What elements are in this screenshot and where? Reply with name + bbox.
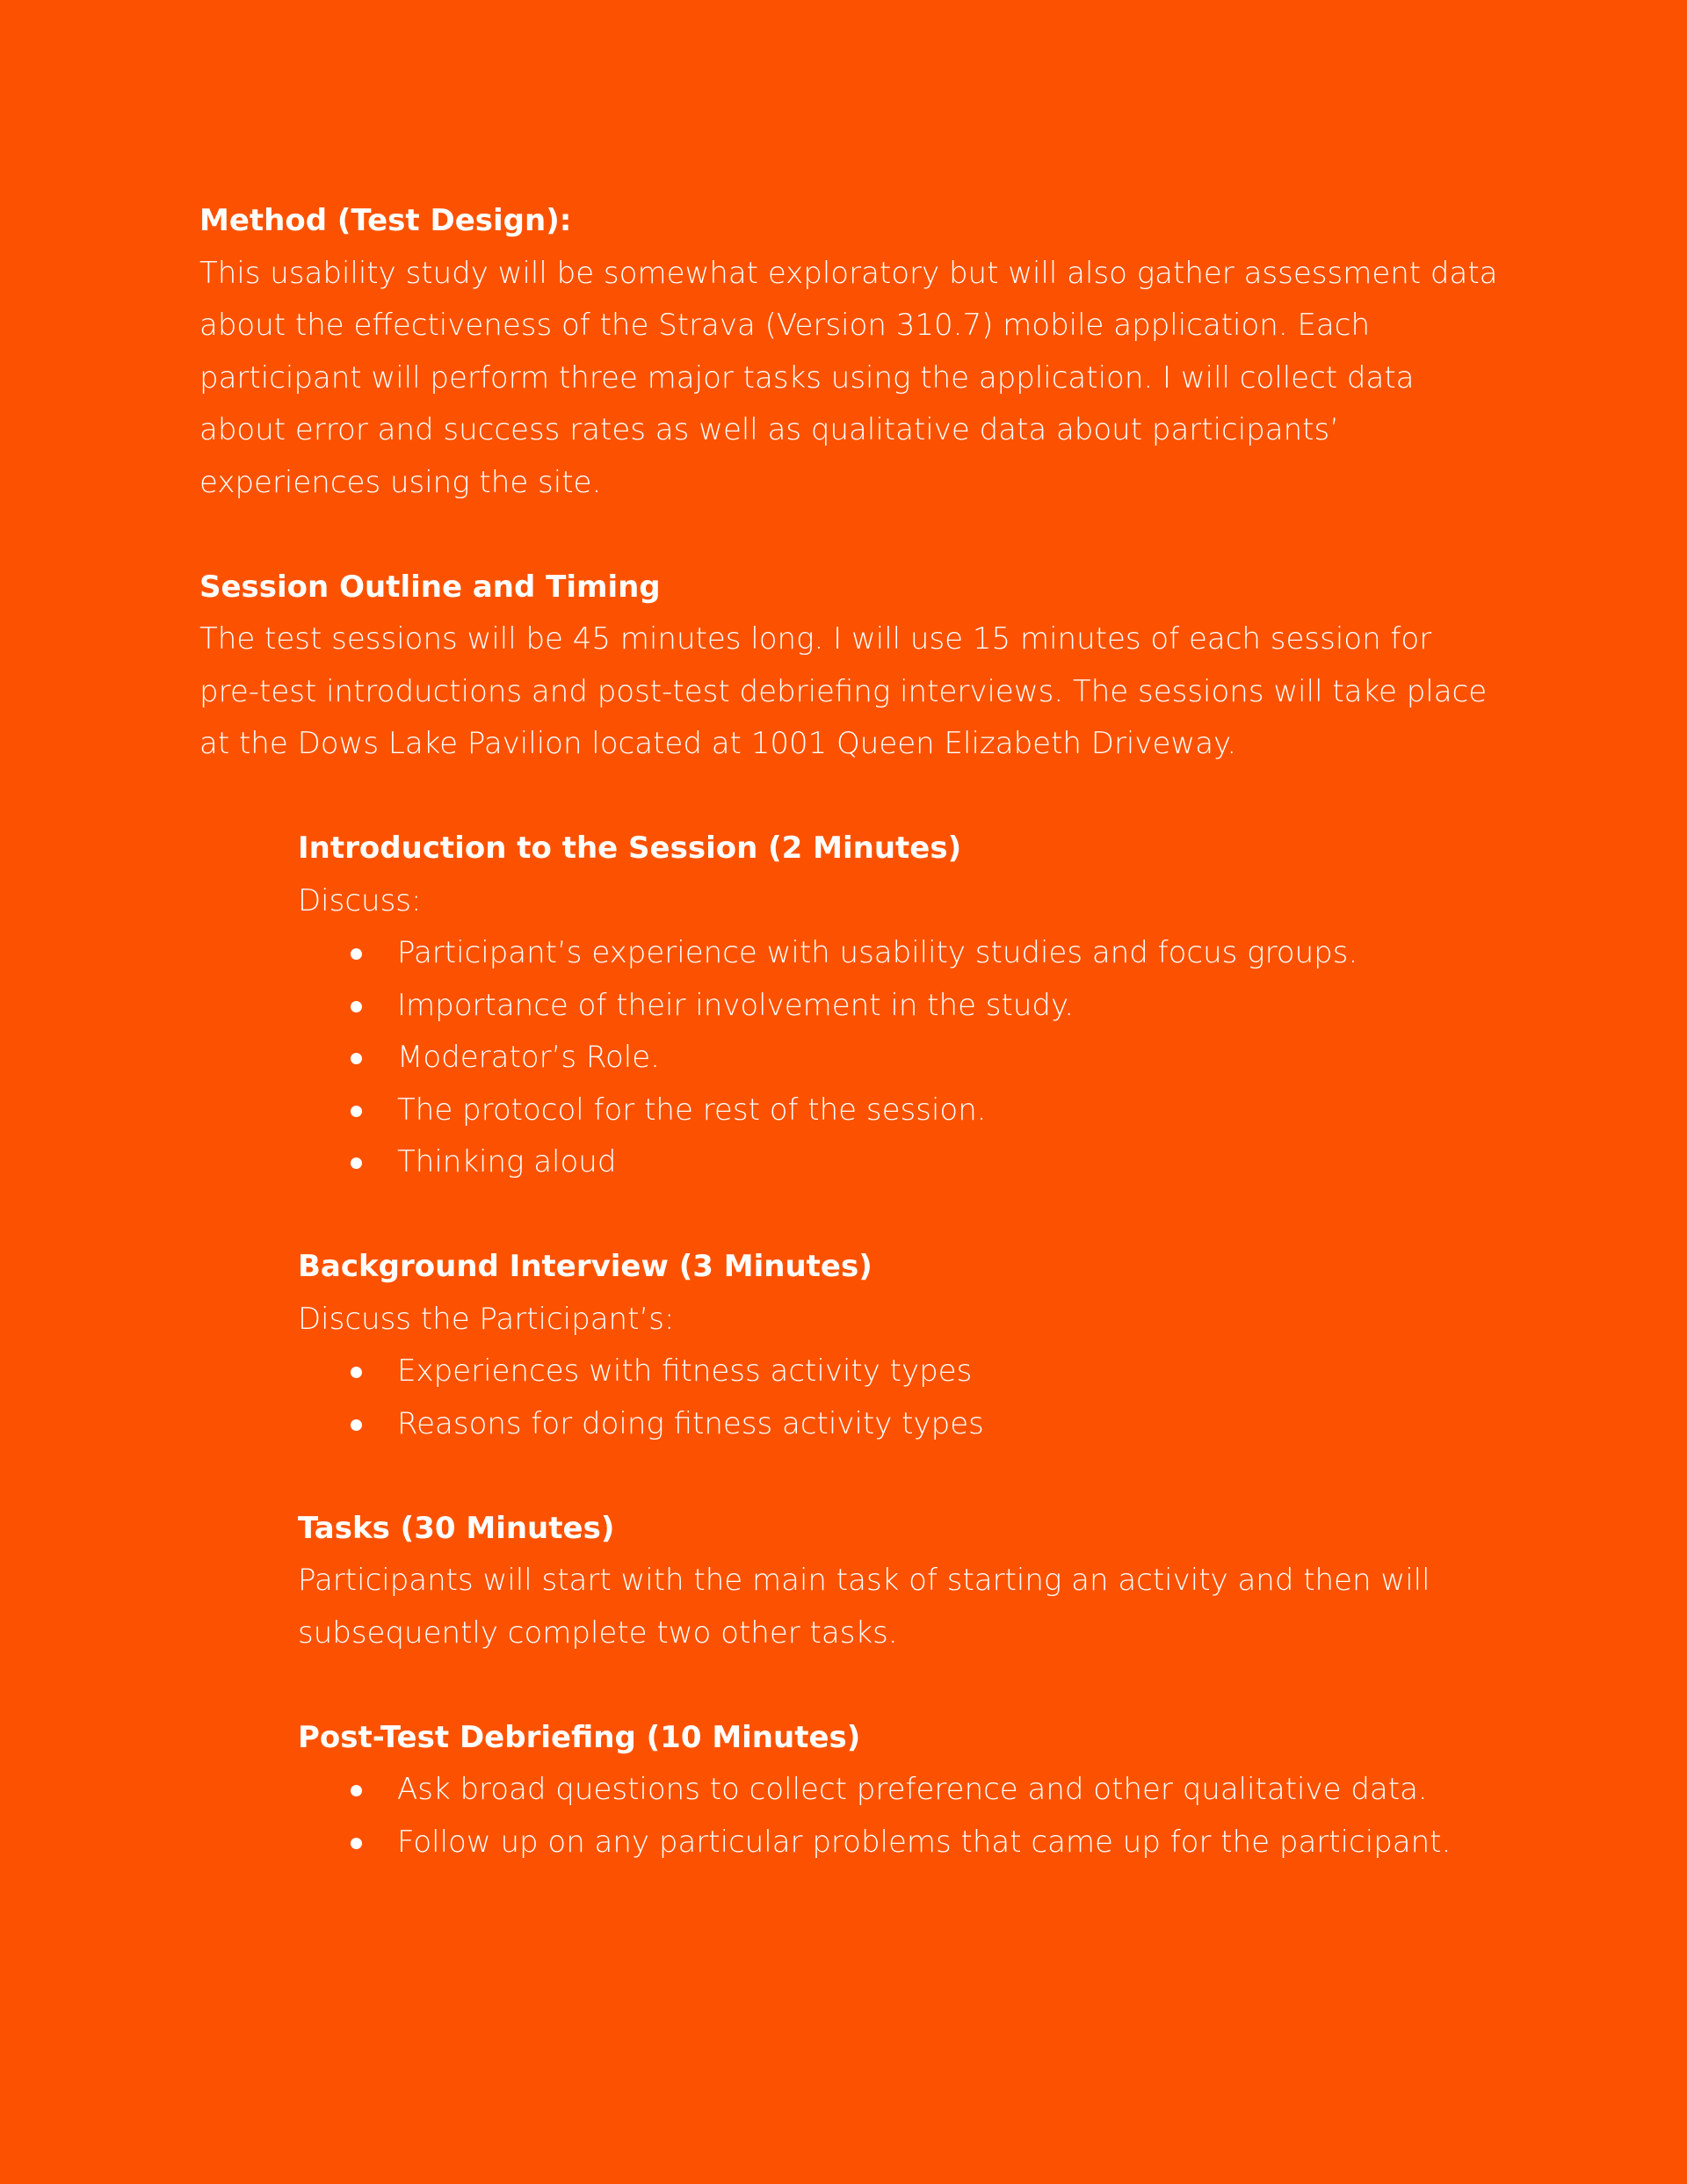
list-item-text: Moderator’s Role. [397,1040,660,1075]
tasks-heading: Tasks (30 Minutes) [298,1510,615,1546]
background-section [199,1241,1500,1450]
intro-heading: Introduction to the Session (2 Minutes) [298,831,962,866]
bullet-icon [351,1053,362,1064]
list-item [298,1764,1500,1817]
session-line: pre-test introductions and post-test debriefing interviews. The sessions will take place [199,673,1488,709]
intro-section [199,823,1500,1189]
bullet-icon [351,1157,362,1169]
session-section [199,562,1500,771]
list-item-text: Ask broad questions to collect preference and other qualitative data. [397,1772,1428,1807]
list-item [298,1346,1500,1398]
bullet-icon [351,1838,362,1849]
list-item [298,1817,1500,1869]
background-lead: Discuss the Participant’s: [298,1301,675,1337]
tasks-line: Participants will start with the main task of starting an activity and then will [298,1563,1430,1598]
tasks-line: subsequently complete two other tasks. [298,1614,898,1651]
background-bullet-list [199,1346,1500,1450]
method-section [199,195,1500,509]
method-line: experiences using the site. [199,464,602,500]
list-item [298,1032,1500,1085]
session-line: The test sessions will be 45 minutes long. I will use 15 minutes of each session for [199,621,1432,657]
list-item-text: Reasons for doing fitness activity types [397,1405,984,1441]
list-item-text: Thinking aloud [397,1144,617,1179]
tasks-section [199,1503,1500,1660]
list-item-text: The protocol for the rest of the session. [397,1092,987,1128]
debrief-bullet-list [199,1764,1500,1868]
intro-bullet-list [199,927,1500,1189]
bullet-icon [351,1001,362,1012]
method-line: participant will perform three major tasks using the application. I will collect data [199,359,1415,395]
list-item-text: Importance of their involvement in the study. [397,987,1075,1023]
bullet-icon [351,1785,362,1796]
document-page [199,195,1500,1868]
method-line: about error and success rates as well as qualitative data about participants’ [199,412,1339,447]
list-item [298,1398,1500,1451]
list-item [298,927,1500,980]
background-heading: Background Interview (3 Minutes) [298,1249,872,1284]
list-item [298,980,1500,1033]
bullet-icon [351,948,362,960]
method-line: This usability study will be somewhat exploratory but will also gather assessment data [199,255,1498,291]
debrief-heading: Post-Test Debriefing (10 Minutes) [298,1719,861,1755]
bullet-icon [351,1367,362,1378]
bullet-icon [351,1419,362,1431]
bullet-icon [351,1106,362,1117]
session-line: at the Dows Lake Pavilion located at 1001 Queen Elizabeth Driveway. [199,726,1237,761]
method-heading: Method (Test Design): [199,203,572,238]
session-heading: Session Outline and Timing [199,569,661,605]
list-item-text: Follow up on any particular problems that came up for the participant. [397,1824,1452,1860]
list-item-text: Participant’s experience with usability studies and focus groups. [397,935,1358,970]
list-item [298,1085,1500,1137]
method-line: about the effectiveness of the Strava (Version 310.7) mobile application. Each [199,308,1371,343]
debrief-section [199,1712,1500,1869]
list-item-text: Experiences with fitness activity types [397,1353,973,1389]
list-item [298,1136,1500,1189]
intro-lead: Discuss: [298,882,422,918]
